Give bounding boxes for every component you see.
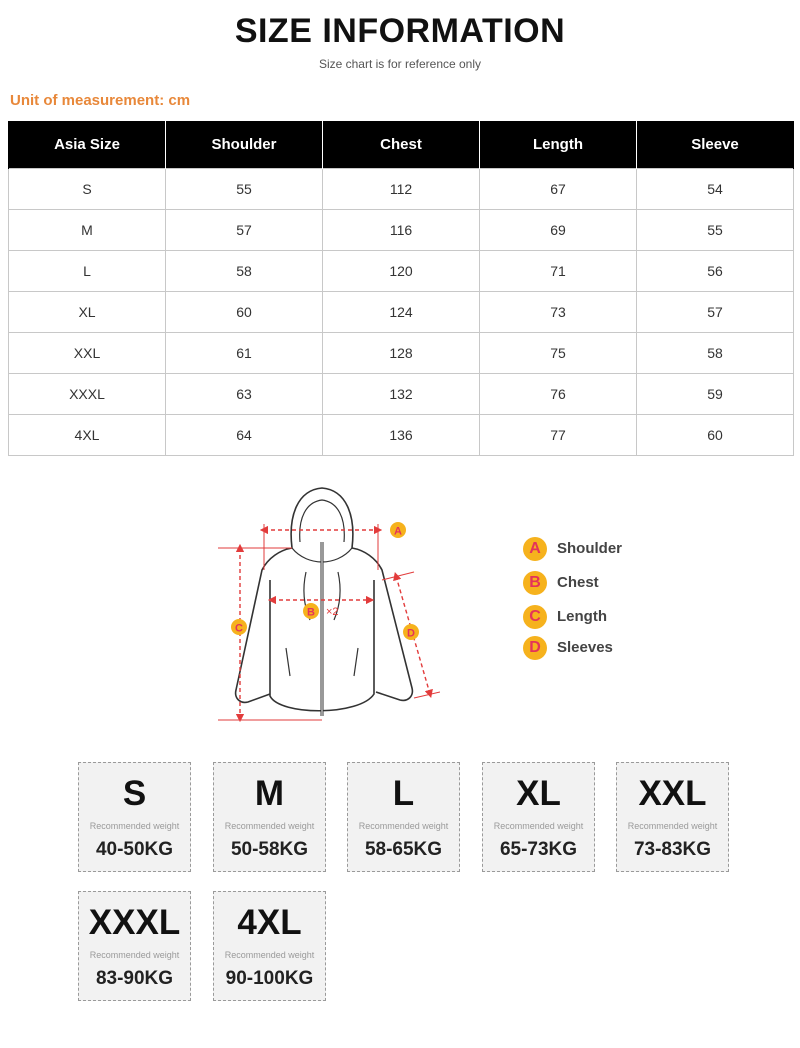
weight-card-xxl	[616, 762, 729, 872]
table-row	[9, 168, 794, 209]
table-cell: 55	[166, 168, 323, 209]
weight-card-xl	[482, 762, 595, 872]
table-cell: 76	[480, 373, 637, 414]
card-weight-range: 65-73KG	[499, 839, 578, 860]
table-cell: 75	[480, 332, 637, 373]
legend-label: Length	[557, 608, 607, 625]
marker-a	[390, 522, 406, 538]
card-size: XXXL	[88, 903, 181, 942]
table-cell: 55	[637, 209, 794, 250]
legend-badge: D	[523, 636, 547, 660]
table-cell: 58	[166, 250, 323, 291]
weight-card-m	[213, 762, 326, 872]
card-size: XXL	[638, 774, 707, 813]
card-size: XL	[516, 774, 561, 813]
column-header: Chest	[323, 121, 480, 168]
column-header: Asia Size	[9, 121, 166, 168]
table-cell: 67	[480, 168, 637, 209]
weight-card-s	[78, 762, 191, 872]
column-header: Sleeve	[637, 121, 794, 168]
table-cell: 132	[323, 373, 480, 414]
table-cell: 56	[637, 250, 794, 291]
table-cell: 120	[323, 250, 480, 291]
svg-text:C: C	[235, 622, 243, 635]
card-weight-range: 58-65KG	[364, 839, 443, 860]
legend-item-chest	[523, 571, 723, 594]
table-cell: XL	[9, 291, 166, 332]
table-cell: 112	[323, 168, 480, 209]
table-row	[9, 373, 794, 414]
column-header: Shoulder	[166, 121, 323, 168]
weight-card-4xl	[213, 891, 326, 1001]
card-weight-range: 40-50KG	[95, 839, 174, 860]
table-cell: 60	[637, 414, 794, 455]
card-caption: Recommended weight	[493, 821, 584, 831]
svg-text:D: D	[407, 627, 415, 640]
size-table	[8, 121, 794, 456]
table-row	[9, 332, 794, 373]
table-row	[9, 291, 794, 332]
table-cell: 69	[480, 209, 637, 250]
table-cell: 58	[637, 332, 794, 373]
page-title: SIZE INFORMATION	[234, 12, 566, 50]
jacket-illustration	[200, 480, 440, 730]
card-weight-range: 90-100KG	[225, 968, 314, 989]
marker-d	[403, 624, 419, 640]
card-weight-range: 73-83KG	[633, 839, 712, 860]
svg-text:B: B	[307, 606, 315, 619]
legend-badge: C	[523, 605, 547, 629]
weight-card-l	[347, 762, 460, 872]
card-weight-range: 50-58KG	[230, 839, 309, 860]
table-cell: L	[9, 250, 166, 291]
legend-badge: B	[523, 571, 547, 595]
table-cell: 61	[166, 332, 323, 373]
table-cell: 63	[166, 373, 323, 414]
card-caption: Recommended weight	[89, 950, 180, 960]
table-cell: 136	[323, 414, 480, 455]
card-size: S	[122, 774, 147, 813]
table-row	[9, 209, 794, 250]
table-cell: 57	[637, 291, 794, 332]
legend-badge: A	[523, 537, 547, 561]
table-header-row	[9, 121, 794, 168]
table-cell: 73	[480, 291, 637, 332]
table-cell: 71	[480, 250, 637, 291]
legend-item-shoulder	[523, 537, 723, 560]
table-cell: 60	[166, 291, 323, 332]
card-caption: Recommended weight	[224, 821, 315, 831]
table-cell: 54	[637, 168, 794, 209]
table-cell: XXXL	[9, 373, 166, 414]
column-header: Length	[480, 121, 637, 168]
card-caption: Recommended weight	[358, 821, 449, 831]
table-row	[9, 414, 794, 455]
legend-label: Shoulder	[557, 540, 623, 557]
svg-text:A: A	[394, 525, 402, 538]
card-size: L	[392, 774, 415, 813]
card-caption: Recommended weight	[627, 821, 718, 831]
table-cell: XXL	[9, 332, 166, 373]
jacket-diagram	[200, 480, 440, 730]
unit-label: Unit of measurement: cm	[10, 92, 191, 109]
table-cell: 59	[637, 373, 794, 414]
card-size: M	[254, 774, 285, 813]
table-cell: 4XL	[9, 414, 166, 455]
card-caption: Recommended weight	[89, 821, 180, 831]
legend-label: Chest	[557, 574, 599, 591]
table-cell: S	[9, 168, 166, 209]
card-caption: Recommended weight	[224, 950, 315, 960]
table-cell: 57	[166, 209, 323, 250]
marker-c	[231, 619, 247, 635]
legend-item-sleeves	[523, 636, 723, 659]
table-cell: 124	[323, 291, 480, 332]
card-size: 4XL	[237, 903, 302, 942]
card-weight-range: 83-90KG	[95, 968, 174, 989]
marker-b	[303, 603, 319, 619]
legend-label: Sleeves	[557, 639, 613, 656]
legend-item-length	[523, 605, 723, 628]
table-cell: 128	[323, 332, 480, 373]
chest-multiplier: ×2	[326, 606, 339, 618]
table-cell: 116	[323, 209, 480, 250]
measurement-legend	[523, 537, 723, 670]
table-cell: 64	[166, 414, 323, 455]
table-cell: M	[9, 209, 166, 250]
table-row	[9, 250, 794, 291]
page-subtitle: Size chart is for reference only	[318, 57, 482, 71]
weight-card-xxxl	[78, 891, 191, 1001]
table-cell: 77	[480, 414, 637, 455]
